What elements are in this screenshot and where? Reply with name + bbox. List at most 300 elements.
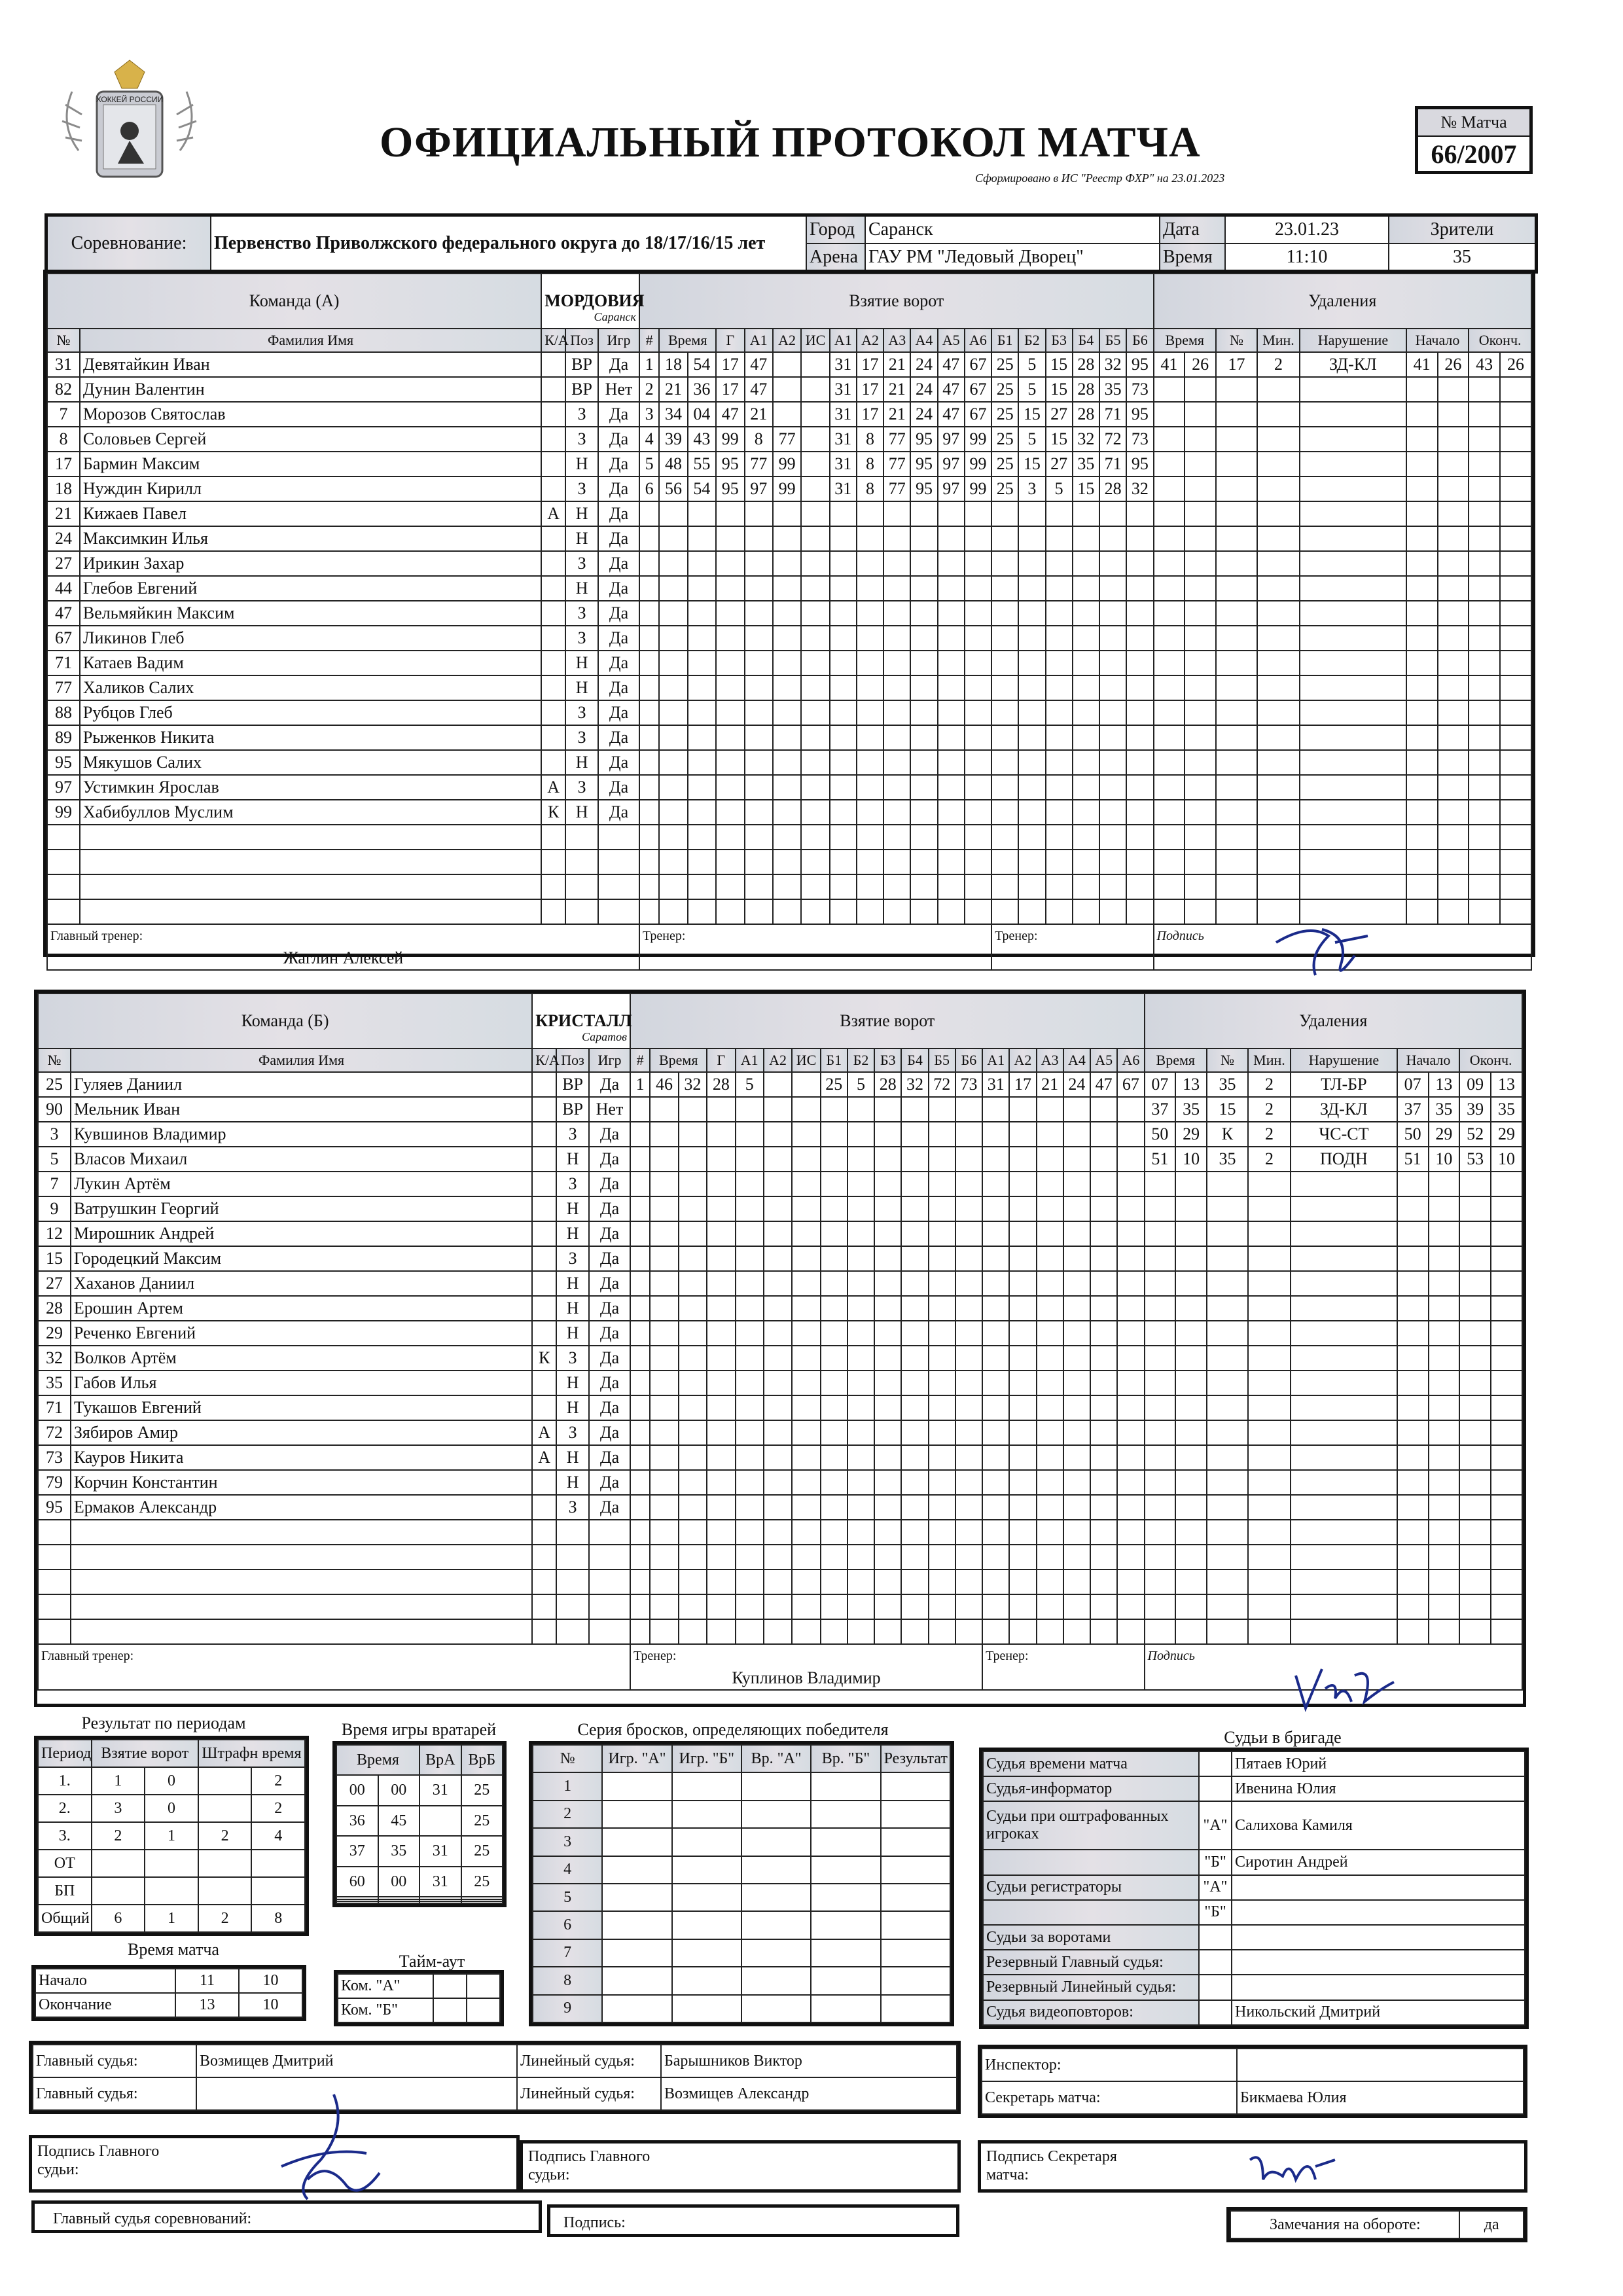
goal-n	[639, 750, 659, 775]
goal-onice-a	[929, 1196, 955, 1221]
goal-onice-b: 35	[1099, 377, 1126, 402]
penalty-em	[1469, 750, 1500, 775]
goal-is	[801, 551, 829, 576]
empty-cell	[589, 1520, 630, 1545]
shootout-col-2: Игр. "Б"	[672, 1745, 741, 1772]
official-sub	[1199, 1751, 1232, 1776]
penalty-es	[1491, 1172, 1522, 1196]
empty-cell	[881, 1967, 950, 1994]
penalty-sm	[1397, 1196, 1429, 1221]
penalty-ss	[1438, 377, 1469, 402]
team_b-goals-header: Взятие ворот	[630, 994, 1145, 1049]
table-row	[38, 1445, 1522, 1470]
goal-s	[679, 1545, 707, 1570]
goalie-row	[336, 1775, 503, 1805]
player-number: 3	[38, 1122, 71, 1147]
goal-onice-b	[1018, 675, 1045, 700]
penalty-min: 2	[1248, 1072, 1291, 1097]
team_b-col-name: Фамилия Имя	[71, 1049, 532, 1072]
shootout-row	[533, 1801, 950, 1828]
period-p: 1.	[38, 1767, 92, 1795]
penalty-min	[1248, 1619, 1291, 1644]
team_a-pen-col-5: Оконч.	[1469, 329, 1531, 352]
empty-cell	[532, 1570, 556, 1594]
goal-onice-b	[1009, 1271, 1036, 1296]
goal-m	[659, 899, 687, 924]
goal-a1	[736, 1221, 764, 1246]
goal-m	[659, 675, 687, 700]
goal-onice-b	[1090, 1395, 1117, 1420]
penalty-es	[1500, 850, 1531, 874]
goal-onice-b	[1009, 1545, 1036, 1570]
goalie-m: 36	[336, 1806, 378, 1836]
empty-cell	[419, 1901, 461, 1903]
goal-n	[639, 526, 659, 551]
penalty-inf	[1300, 775, 1406, 800]
penalty-sm	[1397, 1321, 1429, 1346]
penalty-ss	[1429, 1221, 1460, 1246]
goal-onice-b	[1073, 775, 1099, 800]
shootout-no: 5	[533, 1884, 602, 1911]
player-ka: А	[541, 501, 565, 526]
player-name: Мякушов Салих	[80, 750, 541, 775]
shootout-no: 3	[533, 1828, 602, 1856]
coach-a-signature	[1270, 916, 1374, 988]
table-row	[38, 1321, 1522, 1346]
goal-is	[801, 874, 829, 899]
player-number: 89	[47, 725, 80, 750]
penalty-ts	[1185, 427, 1216, 452]
penalty-em	[1469, 675, 1500, 700]
period-gb	[145, 1877, 198, 1905]
team_b-pen-col-5: Оконч.	[1459, 1049, 1522, 1072]
goal-onice-a	[821, 1296, 847, 1321]
goal-onice-b	[1099, 651, 1126, 675]
penalty-inf	[1300, 725, 1406, 750]
player-position: Н	[556, 1147, 589, 1172]
generated-note: Сформировано в ИС "Реестр ФХР" на 23.01.2023	[975, 171, 1225, 185]
goal-onice-b	[1090, 1445, 1117, 1470]
goal-onice-b	[982, 1196, 1009, 1221]
penalty-em: 43	[1469, 352, 1500, 377]
goal-onice-b	[1073, 725, 1099, 750]
goal-onice-a	[955, 1395, 982, 1420]
penalty-inf	[1300, 700, 1406, 725]
player-position: Н	[565, 576, 598, 601]
official-name: Никольский Дмитрий	[1232, 2000, 1525, 2025]
goal-onice-a	[857, 725, 883, 750]
team_b-label: Команда (Б)	[38, 994, 532, 1049]
goal-onice-a	[847, 1097, 874, 1122]
goal-g	[716, 899, 744, 924]
table-row	[47, 775, 1531, 800]
player-name: Устимкин Ярослав	[80, 775, 541, 800]
empty-cell	[741, 1911, 811, 1939]
player-played: Да	[589, 1445, 630, 1470]
goal-is	[801, 700, 829, 725]
goal-onice-a	[965, 800, 991, 825]
penalty-ts	[1175, 1619, 1207, 1644]
goal-a2	[773, 626, 801, 651]
goal-s	[679, 1495, 707, 1520]
empty-cell	[811, 1967, 880, 1994]
empty-cell	[672, 1911, 741, 1939]
penalty-em	[1469, 626, 1500, 651]
goal-onice-b	[1099, 825, 1126, 850]
official-name	[1232, 1975, 1525, 2000]
goal-a1	[736, 1495, 764, 1520]
penalty-inf	[1291, 1395, 1397, 1420]
main-ref-signature	[268, 2088, 386, 2219]
penalty-tm	[1154, 800, 1185, 825]
goal-onice-b	[1037, 1594, 1063, 1619]
table-row	[38, 1271, 1522, 1296]
goal-s	[679, 1097, 707, 1122]
penalty-sm	[1397, 1520, 1429, 1545]
goal-onice-a	[883, 850, 910, 874]
goal-m	[650, 1122, 678, 1147]
player-played: Да	[589, 1196, 630, 1221]
goal-a2	[773, 800, 801, 825]
goal-onice-b	[1063, 1147, 1090, 1172]
goal-onice-b	[1117, 1520, 1144, 1545]
goal-m	[659, 800, 687, 825]
team_b-goal-col-1: Время	[650, 1049, 707, 1072]
player-played: Да	[589, 1271, 630, 1296]
goal-onice-b: 15	[1046, 377, 1073, 402]
officials-title: Судьи в бригаде	[1224, 1728, 1342, 1747]
empty-cell	[541, 874, 565, 899]
goal-n: 5	[639, 452, 659, 476]
player-position: Н	[556, 1371, 589, 1395]
goal-is	[792, 1619, 820, 1644]
goal-onice-b	[1009, 1520, 1036, 1545]
goal-onice-b	[1117, 1619, 1144, 1644]
goal-s	[679, 1271, 707, 1296]
goal-m: 39	[659, 427, 687, 452]
goal-onice-b	[1037, 1470, 1063, 1495]
penalty-tm	[1145, 1172, 1176, 1196]
goal-n	[639, 700, 659, 725]
goal-onice-a	[874, 1594, 901, 1619]
player-number: 8	[47, 427, 80, 452]
period-pa: 2	[198, 1822, 252, 1850]
goal-onice-b	[1090, 1470, 1117, 1495]
penalty-sm	[1406, 377, 1438, 402]
penalty-em	[1459, 1321, 1491, 1346]
penalty-es	[1491, 1371, 1522, 1395]
goal-onice-a	[938, 899, 965, 924]
goalie-m: 60	[336, 1867, 378, 1897]
goal-onice-b	[1073, 601, 1099, 626]
goal-onice-a	[965, 775, 991, 800]
player-ka	[541, 377, 565, 402]
goal-onice-b	[1073, 551, 1099, 576]
goal-a1	[745, 850, 773, 874]
table-row	[38, 1221, 1522, 1246]
official-name	[1232, 1875, 1525, 1900]
goal-is	[792, 1097, 820, 1122]
penalty-min	[1257, 501, 1300, 526]
penalty-min	[1248, 1371, 1291, 1395]
goal-a2	[773, 576, 801, 601]
empty-cell	[602, 1995, 671, 2022]
goal-m	[659, 874, 687, 899]
goal-onice-a	[929, 1097, 955, 1122]
goal-onice-a	[955, 1246, 982, 1271]
penalty-min: 2	[1248, 1097, 1291, 1122]
table-row	[38, 1172, 1522, 1196]
penalty-ts	[1185, 576, 1216, 601]
penalty-es	[1500, 601, 1531, 626]
player-position: Н	[565, 452, 598, 476]
goal-g	[716, 775, 744, 800]
goal-onice-b	[1009, 1420, 1036, 1445]
team_b-onice-b-4: А5	[1090, 1049, 1117, 1072]
empty-cell	[80, 874, 541, 899]
goal-onice-a	[874, 1346, 901, 1371]
penalty-ss	[1438, 427, 1469, 452]
player-number: 28	[38, 1296, 71, 1321]
goal-onice-a: 25	[821, 1072, 847, 1097]
main-ref2-sig-box	[520, 2140, 961, 2193]
goal-onice-a	[883, 725, 910, 750]
goal-g: 95	[716, 476, 744, 501]
team_b-pen-col-3: Нарушение	[1291, 1049, 1397, 1072]
table-row	[38, 1570, 1522, 1594]
player-number: 25	[38, 1072, 71, 1097]
player-number: 12	[38, 1221, 71, 1246]
goal-n	[630, 1445, 650, 1470]
penalty-ss	[1429, 1594, 1460, 1619]
penalty-ss	[1438, 601, 1469, 626]
goal-onice-b	[1126, 551, 1153, 576]
penalty-sm	[1406, 526, 1438, 551]
penalty-tm: 41	[1154, 352, 1185, 377]
goal-onice-a	[830, 800, 857, 825]
player-position: Н	[556, 1196, 589, 1221]
goal-onice-a	[857, 775, 883, 800]
player-played: Да	[598, 427, 639, 452]
penalty-ts	[1185, 402, 1216, 427]
penalty-ts	[1185, 526, 1216, 551]
goal-onice-b	[1090, 1346, 1117, 1371]
goal-onice-b	[1099, 800, 1126, 825]
goal-is	[801, 427, 829, 452]
team_a-onice-b-0: Б1	[991, 329, 1018, 352]
goal-g	[707, 1371, 735, 1395]
goal-onice-a	[874, 1371, 901, 1395]
goal-n: 2	[639, 377, 659, 402]
table-row	[47, 825, 1531, 850]
penalty-em	[1469, 551, 1500, 576]
goal-onice-a: 77	[883, 452, 910, 476]
goal-onice-b	[1126, 800, 1153, 825]
goal-g	[707, 1321, 735, 1346]
goal-onice-b	[1018, 626, 1045, 651]
penalty-no	[1216, 874, 1257, 899]
table-row	[47, 700, 1531, 725]
official-row	[983, 1776, 1525, 1801]
comp-ref-sig-box	[547, 2204, 959, 2237]
table-row	[47, 427, 1531, 452]
player-ka	[541, 601, 565, 626]
goal-onice-a	[955, 1122, 982, 1147]
penalty-inf	[1291, 1321, 1397, 1346]
player-number: 9	[38, 1196, 71, 1221]
penalty-sm	[1397, 1246, 1429, 1271]
goal-onice-a	[938, 576, 965, 601]
goal-onice-b	[1037, 1495, 1063, 1520]
empty-cell	[598, 825, 639, 850]
official-label	[983, 1850, 1199, 1874]
team_a-coach2-label: Тренер:	[995, 929, 1038, 943]
empty-cell	[881, 1939, 950, 1967]
goal-onice-a	[910, 775, 937, 800]
official-row	[983, 1975, 1525, 2000]
goal-onice-a	[955, 1495, 982, 1520]
period-col: Период	[38, 1740, 92, 1767]
player-ka: К	[541, 800, 565, 825]
goal-s	[679, 1221, 707, 1246]
goal-n	[639, 626, 659, 651]
goal-n	[630, 1470, 650, 1495]
shootout-row	[533, 1856, 950, 1884]
player-number: 29	[38, 1321, 71, 1346]
goal-onice-b	[1018, 874, 1045, 899]
penalty-no	[1216, 427, 1257, 452]
goal-onice-a	[938, 825, 965, 850]
penalty-inf	[1291, 1570, 1397, 1594]
penalty-tm	[1145, 1470, 1176, 1495]
date-label: Дата	[1160, 215, 1225, 244]
goal-onice-b: 47	[1090, 1072, 1117, 1097]
goal-n	[639, 551, 659, 576]
goal-onice-a	[821, 1520, 847, 1545]
goal-a1	[736, 1097, 764, 1122]
team_a-goal-col-2: Г	[716, 329, 744, 352]
penalty-ts	[1175, 1346, 1207, 1371]
penalty-no: 35	[1207, 1147, 1248, 1172]
shootout-title: Серия бросков, определяющих победителя	[577, 1720, 889, 1739]
penalty-ss	[1429, 1570, 1460, 1594]
goal-a1	[745, 576, 773, 601]
goal-m	[659, 775, 687, 800]
timeout-title: Тайм-аут	[399, 1952, 465, 1971]
goal-onice-b: 21	[1037, 1072, 1063, 1097]
goal-onice-a	[938, 501, 965, 526]
penalty-ss	[1429, 1246, 1460, 1271]
penalty-es	[1491, 1470, 1522, 1495]
goal-onice-b	[982, 1122, 1009, 1147]
goal-g	[707, 1594, 735, 1619]
goal-is	[792, 1346, 820, 1371]
match-end-hour: 13	[175, 1993, 239, 2017]
penalty-es	[1500, 576, 1531, 601]
player-position: З	[556, 1495, 589, 1520]
team_a-onice-a-1: А2	[857, 329, 883, 352]
penalty-tm	[1154, 501, 1185, 526]
goal-onice-b	[1099, 775, 1126, 800]
competition-name: Первенство Приволжского федерального округа до 18/17/16/15 лет	[211, 215, 806, 272]
team-b-block	[34, 990, 1526, 1707]
goal-onice-b	[982, 1271, 1009, 1296]
shootout-row	[533, 1828, 950, 1856]
penalty-sm	[1397, 1570, 1429, 1594]
goal-onice-b	[1037, 1445, 1063, 1470]
goal-onice-b	[1073, 750, 1099, 775]
goal-onice-b	[982, 1545, 1009, 1570]
player-played: Да	[598, 675, 639, 700]
official-label: Судья видеоповторов:	[983, 2000, 1199, 2025]
period-row	[38, 1822, 305, 1850]
goal-a2	[764, 1296, 792, 1321]
official-label: Судья-информатор	[983, 1776, 1199, 1801]
goal-a1: 5	[736, 1072, 764, 1097]
penalty-min: 2	[1257, 352, 1300, 377]
player-number: 79	[38, 1470, 71, 1495]
goal-onice-a: 5	[847, 1072, 874, 1097]
goal-n	[630, 1594, 650, 1619]
penalty-es	[1491, 1594, 1522, 1619]
penalty-ss	[1429, 1196, 1460, 1221]
goal-onice-b	[1117, 1470, 1144, 1495]
penalty-es	[1491, 1346, 1522, 1371]
penalty-tm	[1154, 850, 1185, 874]
periods-box	[34, 1736, 309, 1936]
goal-onice-b	[1009, 1172, 1036, 1196]
penalty-tm	[1145, 1296, 1176, 1321]
penalty-ts	[1185, 675, 1216, 700]
team_a-col-ka: К/А	[541, 329, 565, 352]
goal-onice-b	[1063, 1420, 1090, 1445]
periods-title: Результат по периодам	[81, 1713, 246, 1732]
penalty-em	[1469, 601, 1500, 626]
penalty-es	[1491, 1420, 1522, 1445]
goal-onice-a	[874, 1420, 901, 1445]
goal-onice-b	[1090, 1570, 1117, 1594]
goal-onice-b: 32	[1126, 476, 1153, 501]
penalty-min	[1257, 874, 1300, 899]
player-name: Реченко Евгений	[71, 1321, 532, 1346]
penalty-min	[1248, 1172, 1291, 1196]
goal-m	[659, 576, 687, 601]
table-row	[47, 526, 1531, 551]
team_a-col-play: Игр	[598, 329, 639, 352]
goal-onice-b	[991, 576, 1018, 601]
period-ga	[92, 1850, 145, 1877]
goal-onice-a: 21	[883, 377, 910, 402]
penalty-no	[1216, 800, 1257, 825]
goal-n	[630, 1296, 650, 1321]
penalty-ss	[1438, 899, 1469, 924]
goal-a1: 97	[745, 476, 773, 501]
player-ka	[532, 1321, 556, 1346]
penalty-es	[1500, 551, 1531, 576]
table-row	[38, 1545, 1522, 1570]
goal-n	[630, 1271, 650, 1296]
period-pb	[251, 1850, 305, 1877]
goal-m	[659, 700, 687, 725]
goal-onice-b	[1090, 1520, 1117, 1545]
empty-cell	[589, 1570, 630, 1594]
penalty-no	[1207, 1221, 1248, 1246]
goal-a2	[764, 1122, 792, 1147]
penalty-sm	[1397, 1495, 1429, 1520]
team_a-head-coach-label: Главный тренер:	[50, 929, 143, 943]
empty-cell	[541, 850, 565, 874]
goal-onice-a	[955, 1371, 982, 1395]
